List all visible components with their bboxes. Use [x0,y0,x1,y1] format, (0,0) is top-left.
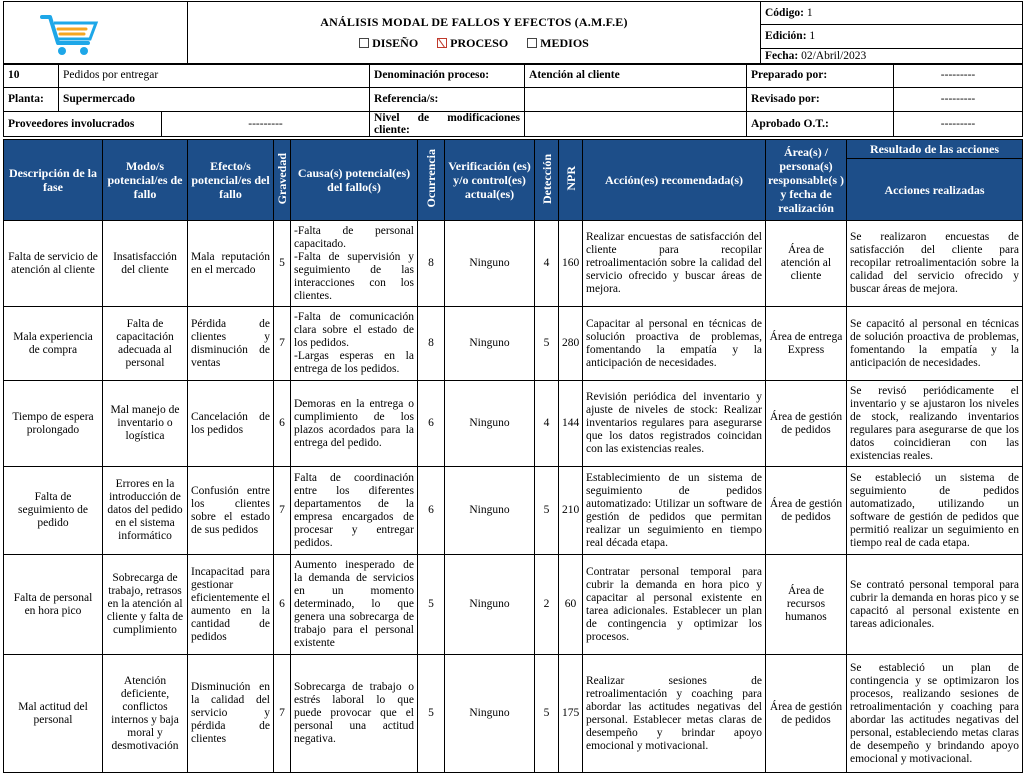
option-diseno[interactable] [359,36,418,50]
cell-modo: Sobrecarga de trabajo, retrasos en la atención al cliente y falta de cumplimiento [103,555,188,655]
cell-causa: Falta de coordinación entre los diferentes departamentos de la empresa encargados de procesar y entregar pedidos. [291,467,418,555]
cell-npr: 60 [559,555,583,655]
phase-number: 10 [4,64,59,88]
cell-ocurrencia: 5 [418,555,445,655]
logo-cell [4,2,188,65]
cell-gravedad: 6 [274,555,291,655]
fecha-label: Fecha: [765,49,799,62]
cell-modo: Mal manejo de inventario o logística [103,381,188,467]
cell-causa: Aumento inesperado de la demanda de servicios en un momento determinado, lo que genera una sobrecarga de trabajo para el personal existente [291,555,418,655]
nivel-label [370,112,525,137]
col-verificacion: Verificación (es) y/o control(es) actual(es) [445,140,535,221]
option-label: DISEÑO [372,36,419,50]
cell-verificacion: Ninguno [445,221,535,307]
cell-accion: Establecimiento de un sistema de seguimiento de pedidos automatizado: Utilizar un software de gestión de pedidos que permitan realizar un seguimiento en tiempo real década etapa. [583,467,766,555]
cell-verificacion: Ninguno [445,467,535,555]
table-row [4,655,1023,773]
cell-realizadas: Se revisó periódicamente el inventario y se ajustaron los niveles de stock, realizando inventarios regulares para asegurarse de que los datos coincidieran con las existencias reales. [847,381,1023,467]
cell-deteccion: 5 [535,467,559,555]
shopping-cart-icon [36,7,106,59]
cell-efecto: Disminución en la calidad del servicio y pérdida de clientes [188,655,274,773]
cell-modo: Atención deficiente, conflictos internos y baja moral y desmotivación [103,655,188,773]
cell-deteccion: 5 [535,655,559,773]
option-label: PROCESO [450,36,509,50]
cell-modo: Insatisfacción del cliente [103,221,188,307]
col-resultado: Resultado de las acciones [847,140,1023,159]
cell-accion: Revisión periódica del inventario y ajuste de niveles de stock: Realizar inventarios regulares para asegurarse que los datos registrados coincidan con las existencias reales. [583,381,766,467]
cell-realizadas: Se estableció un sistema de seguimiento de pedidos automatizado, utilizando un software de gestión de pedidos que permitió realizar un seguimiento en tiempo real de cada etapa. [847,467,1023,555]
cell-causa: -Falta de personal capacitado. -Falta de supervisión y seguimiento de las interacciones con los clientes. [291,221,418,307]
cell-verificacion: Ninguno [445,307,535,381]
edicion-cell [761,25,1023,48]
codigo-label: Código: [765,6,804,19]
cell-accion: Realizar sesiones de retroalimentación y coaching para abordar las actitudes negativas del personal. Establecer metas claras de desempeño y brindar apoyo emocional y motivacional. [583,655,766,773]
cell-area: Área de gestión de pedidos [766,655,847,773]
checkbox-icon [527,38,537,48]
cell-deteccion: 5 [535,307,559,381]
table-row [4,555,1023,655]
phase-name: Pedidos por entregar [59,64,370,88]
cell-gravedad: 7 [274,467,291,555]
table-row [4,381,1023,467]
cell-ocurrencia: 6 [418,381,445,467]
col-descripcion: Descripción de la fase [4,140,103,221]
col-area: Área(s) / persona(s) responsable(s ) y fecha de realización [766,140,847,221]
edicion-value: 1 [809,30,816,43]
col-causa: Causa(s) potencial(es) del fallo(s) [291,140,418,221]
cell-gravedad: 7 [274,307,291,381]
cell-descripcion: Tiempo de espera prolongado [4,381,103,467]
col-ocurrencia-label: Ocurrencia [424,149,438,208]
document-title-cell [188,2,761,65]
planta-label: Planta: [4,88,59,112]
fecha-value: 02/Abril/2023 [801,49,867,62]
cell-npr: 210 [559,467,583,555]
cell-descripcion: Falta de seguimiento de pedido [4,467,103,555]
col-accion: Acción(es) recomendada(s) [583,140,766,221]
col-gravedad [274,140,291,221]
cell-deteccion: 2 [535,555,559,655]
planta-value: Supermercado [59,88,370,112]
col-realizadas: Acciones realizadas [847,159,1023,221]
table-row [4,221,1023,307]
aprobado-value: --------- [894,112,1023,137]
cell-gravedad: 7 [274,655,291,773]
cell-gravedad: 6 [274,381,291,467]
cell-area: Área de entrega Express [766,307,847,381]
cell-efecto: Pérdida de clientes y disminución de ventas [188,307,274,381]
option-proceso[interactable] [437,36,508,50]
cell-descripcion: Falta de servicio de atención al cliente [4,221,103,307]
cell-efecto: Confusión entre los clientes sobre el estado de sus pedidos [188,467,274,555]
cell-verificacion: Ninguno [445,381,535,467]
referencia-value [525,88,747,112]
aprobado-label: Aprobado O.T.: [747,112,894,137]
cell-causa: Demoras en la entrega o cumplimiento de los plazos acordados para la entrega del pedido. [291,381,418,467]
cell-modo: Falta de capacitación adecuada al personal [103,307,188,381]
col-gravedad-label: Gravedad [275,152,289,205]
cell-realizadas: Se capacitó al personal en técnicas de solución proactiva de problemas, fomentando la empatía y la anticipación de necesidades. [847,307,1023,381]
preparado-label: Preparado por: [747,64,894,88]
proveedores-value: --------- [162,112,370,137]
cell-causa: Sobrecarga de trabajo o estrés laboral lo que puede provocar que el personal una actitud negativa. [291,655,418,773]
preparado-value: --------- [894,64,1023,88]
cell-deteccion: 4 [535,381,559,467]
cell-accion: Capacitar al personal en técnicas de solución proactiva de problemas, fomentando la empatía y la anticipación de necesidades. [583,307,766,381]
cell-realizadas: Se estableció un plan de contingencia y se optimizaron los procesos, realizando sesiones de retroalimentación y coaching para abordar las actitudes negativas del personal, estableciendo metas claras de desempeño y brindando apoyo emocional y motivacional. [847,655,1023,773]
revisado-label: Revisado por: [747,88,894,112]
option-medios[interactable] [527,36,589,50]
col-deteccion [535,140,559,221]
cell-area: Área de gestión de pedidos [766,467,847,555]
col-npr [559,140,583,221]
cell-realizadas: Se realizaron encuestas de satisfacción del cliente para recopilar retroalimentación sobre la calidad del servicio ofrecido y buscar áreas de mejora. [847,221,1023,307]
denominacion-label: Denominación proceso: [370,64,525,88]
cell-ocurrencia: 8 [418,307,445,381]
cell-npr: 160 [559,221,583,307]
checked-checkbox-icon [437,38,447,48]
col-deteccion-label: Detección [539,153,554,204]
codigo-cell [761,2,1023,25]
cell-accion: Contratar personal temporal para cubrir la demanda en hora pico y capacitar al personal existente en tarea adicionales. Establecer un plan de contingencia y optimizar los procesos. [583,555,766,655]
cell-area: Área de atención al cliente [766,221,847,307]
cell-efecto: Incapacitad para gestionar eficientemente el aumento en la cantidad de pedidos [188,555,274,655]
table-body [4,221,1023,773]
cell-ocurrencia: 5 [418,655,445,773]
cell-npr: 280 [559,307,583,381]
cell-modo: Errores en la introducción de datos del pedido en el sistema informático [103,467,188,555]
referencia-label: Referencia/s: [370,88,525,112]
cell-descripcion: Mala experiencia de compra [4,307,103,381]
cell-npr: 144 [559,381,583,467]
header-table [3,1,1023,65]
amfe-table [3,139,1023,773]
cell-descripcion: Mal actitud del personal [4,655,103,773]
cell-causa: -Falta de comunicación clara sobre el estado de los pedidos. -Largas esperas en la entrega de los pedidos. [291,307,418,381]
col-modo: Modo/s potencial/es de fallo [103,140,188,221]
codigo-value: 1 [806,6,813,19]
cell-ocurrencia: 8 [418,221,445,307]
col-ocurrencia [418,140,445,221]
cell-deteccion: 4 [535,221,559,307]
document-title: ANÁLISIS MODAL DE FALLOS Y EFECTOS (A.M.F.E) [320,15,628,29]
cell-area: Área de recursos humanos [766,555,847,655]
denominacion-value: Atención al cliente [525,64,747,88]
cell-ocurrencia: 6 [418,467,445,555]
col-efecto: Efecto/s potencial/es del fallo [188,140,274,221]
table-row [4,467,1023,555]
table-row [4,307,1023,381]
col-npr-label: NPR [563,166,578,191]
cell-efecto: Mala reputación en el mercado [188,221,274,307]
info-table [3,63,1023,137]
nivel-label-line-2: cliente: [374,124,410,136]
cell-npr: 175 [559,655,583,773]
nivel-label-line-1: Nivel de modificaciones [374,112,521,124]
cell-accion: Realizar encuestas de satisfacción del cliente para recopilar retroalimentación sobre la calidad del servicio ofrecido y buscar áreas de mejora. [583,221,766,307]
cell-gravedad: 5 [274,221,291,307]
cell-realizadas: Se contrató personal temporal para cubrir la demanda en horas pico y se capacitó al personal existente en tareas adicionales. [847,555,1023,655]
option-label: MEDIOS [540,36,589,50]
nivel-value [525,112,747,137]
cell-verificacion: Ninguno [445,555,535,655]
type-checkboxes [188,37,760,50]
cell-area: Área de gestión de pedidos [766,381,847,467]
cell-verificacion: Ninguno [445,655,535,773]
edicion-label: Edición: [765,30,807,43]
revisado-value: --------- [894,88,1023,112]
proveedores-label: Proveedores involucrados [4,112,162,137]
cell-efecto: Cancelación de los pedidos [188,381,274,467]
cell-descripcion: Falta de personal en hora pico [4,555,103,655]
checkbox-icon [359,38,369,48]
